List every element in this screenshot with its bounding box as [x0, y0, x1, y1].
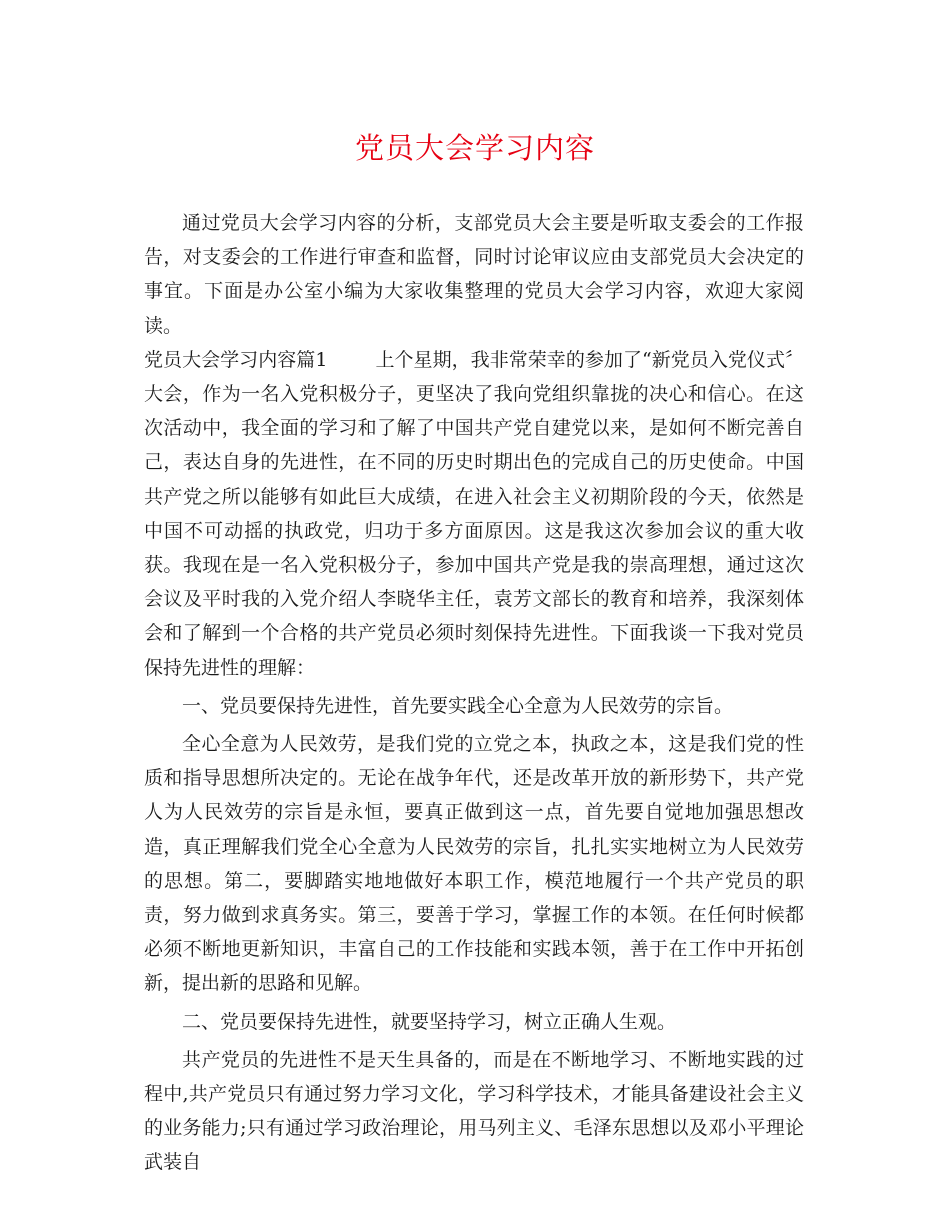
section-heading: 党员大会学习内容篇1: [144, 348, 328, 371]
document-body: [144, 206, 804, 1180]
point-one-heading: 一、党员要保持先进性，首先要实践全心全意为人民效劳的宗旨。: [182, 694, 734, 717]
point-one-paragraph: 全心全意为人民效劳，是我们党的立党之本，执政之本，这是我们党的性质和指导思想所决定的。无论在战争年代，还是改革开放的新形势下，共产党人为人民效劳的宗旨是永恒，要真正做到这一点，首先要自觉地加强思想改造，真正理解我们党全心全意为人民效劳的宗旨，扎扎实实地树立为人民效劳的思想。第二，要脚踏实地地做好本职工作，模范地履行一个共产党员的职责，努力做到求真务实。第三，要善于学习，掌握工作的本领。在任何时候都必须不断地更新知识，丰富自己的工作技能和实践本领，善于在工作中开拓创新，提出新的思路和见解。: [144, 733, 804, 995]
intro-paragraph: 通过党员大会学习内容的分析，支部党员大会主要是听取支委会的工作报告，对支委会的工作进行审查和监督，同时讨论审议应由支部党员大会决定的事宜。下面是办公室小编为大家收集整理的党员大会学习内容，欢迎大家阅读。: [144, 212, 804, 337]
document-title: 党员大会学习内容: [354, 131, 595, 165]
section-paragraph: [144, 343, 804, 685]
section-body-text: 上个星期，我非常荣幸的参加了“新党员入党仪式〞大会，作为一名入党积极分子，更坚决了我向党组织靠拢的决心和信心。在这次活动中，我全面的学习和了解了中国共产党自建党以来，是如何不断完善自己，表达自身的先进性，在不同的历史时期出色的完成自己的历史使命。中国共产党之所以能够有如此巨大成绩，在进入社会主义初期阶段的今天，依然是中国不可动摇的执政党，归功于多方面原因。这是我这次参加会议的重大收获。我现在是一名入党积极分子，参加中国共产党是我的崇高理想，通过这次会议及平时我的入党介绍人李晓华主任，袁芳文部长的教育和培养，我深刻体会和了解到一个合格的共产党员必须时刻保持先进性。下面我谈一下我对党员保持先进性的理解：: [144, 348, 805, 679]
point-two-heading: 二、党员要保持先进性，就要坚持学习，树立正确人生观。: [182, 1010, 677, 1033]
point-two-paragraph: 共产党员的先进性不是天生具备的，而是在不断地学习、不断地实践的过程中,共产党员只有通过努力学习文化，学习科学技术，才能具备建设社会主义的业务能力;只有通过学习政治理论，用马列主义、毛泽东思想以及邓小平理论武装自: [144, 1048, 804, 1174]
